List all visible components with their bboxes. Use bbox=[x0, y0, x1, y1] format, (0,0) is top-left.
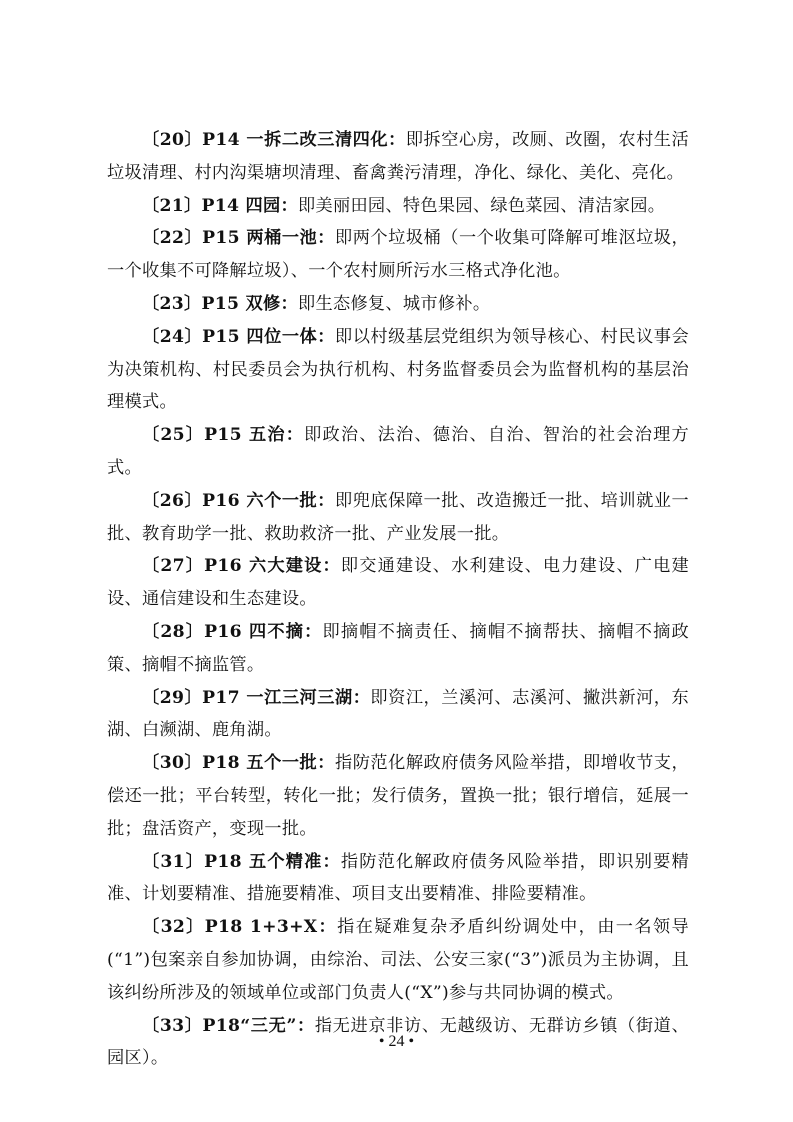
entry-definition: 即兜底保障一批、改造搬迁一批、培训就业一批、教育助学一批、救助救济一批、产业发展一批。 bbox=[107, 490, 689, 544]
entry-definition: 即摘帽不摘责任、摘帽不摘帮扶、摘帽不摘政策、摘帽不摘监管。 bbox=[107, 621, 689, 675]
entry-definition: 即两个垃圾桶（一个收集可降解可堆沤垃圾，一个收集不可降解垃圾）、一个农村厕所污水三格式净化池。 bbox=[107, 228, 689, 282]
glossary-entry bbox=[107, 124, 689, 190]
glossary-entry bbox=[107, 190, 689, 223]
entry-term: 〔26〕P16 六个一批： bbox=[142, 490, 335, 511]
entry-definition: 指无进京非访、无越级访、无群访乡镇（街道、园区）。 bbox=[107, 1015, 689, 1069]
entry-term: 〔33〕P18“三无”： bbox=[142, 1015, 315, 1036]
glossary-entry bbox=[107, 321, 689, 419]
entry-term: 〔24〕P15 四位一体： bbox=[142, 326, 335, 347]
glossary-entry bbox=[107, 288, 689, 321]
entry-term: 〔21〕P14 四园： bbox=[142, 195, 298, 216]
entry-definition: 即美丽田园、特色果园、绿色菜园、清洁家园。 bbox=[297, 195, 666, 216]
glossary-entry bbox=[107, 616, 689, 682]
entry-term: 〔28〕P16 四不摘： bbox=[142, 621, 323, 642]
entry-definition: 即生态修复、城市修补。 bbox=[297, 293, 491, 314]
glossary-entry bbox=[107, 222, 689, 288]
glossary-entry bbox=[107, 747, 689, 845]
entry-definition: 即资江，兰溪河、志溪河、撇洪新河，东湖、白濒湖、鹿角湖。 bbox=[107, 687, 689, 741]
glossary-entry bbox=[107, 846, 689, 912]
glossary-entry bbox=[107, 419, 689, 485]
entry-term: 〔29〕P17 一江三河三湖： bbox=[142, 687, 371, 708]
entry-term: 〔25〕P15 五治： bbox=[142, 425, 305, 446]
entry-term: 〔32〕P18 1+3+X： bbox=[142, 917, 338, 938]
entry-definition: 即以村级基层党组织为领导核心、村民议事会为决策机构、村民委员会为执行机构、村务监督委员会为监督机构的基层治理模式。 bbox=[107, 326, 689, 413]
entry-definition: 即政治、法治、德治、自治、智治的社会治理方式。 bbox=[107, 425, 689, 478]
entry-definition: 指防范化解政府债务风险举措，即识别要精准、计划要精准、措施要精准、项目支出要精准、排险要精准。 bbox=[107, 851, 689, 905]
entry-term: 〔20〕P14 一拆二改三清四化： bbox=[142, 130, 406, 150]
entry-definition: 指防范化解政府债务风险举措，即增收节支，偿还一批；平台转型，转化一批；发行债务，置换一批；银行增信，延展一批；盘活资产，变现一批。 bbox=[107, 753, 689, 839]
entry-term: 〔22〕P15 两桶一池： bbox=[142, 228, 335, 249]
page-number: • 24 • bbox=[378, 1033, 415, 1050]
glossary-entry bbox=[107, 682, 689, 748]
glossary-entry bbox=[107, 911, 689, 1009]
glossary-entry bbox=[107, 485, 689, 551]
entry-term: 〔27〕P16 六大建设： bbox=[142, 556, 341, 577]
entry-term: 〔23〕P15 双修： bbox=[142, 293, 298, 314]
entry-definition: 指在疑难复杂矛盾纠纷调处中，由一名领导(“1”)包案亲自参加协调，由综治、司法、公安三家(“3”)派员为主协调，且该纠纷所涉及的领域单位或部门负责人(“X”)参与共同协调的模式。 bbox=[107, 917, 689, 1003]
glossary-entry bbox=[107, 550, 689, 616]
entry-term: 〔30〕P18 五个一批： bbox=[142, 753, 335, 774]
glossary-list bbox=[107, 124, 689, 1075]
entry-term: 〔31〕P18 五个精准： bbox=[142, 851, 341, 872]
entry-definition: 即拆空心房，改厕、改圈，农村生活垃圾清理、村内沟渠塘坝清理、畜禽粪污清理，净化、绿化、美化、亮化。 bbox=[107, 130, 689, 183]
entry-definition: 即交通建设、水利建设、电力建设、广电建设、通信建设和生态建设。 bbox=[107, 556, 689, 610]
